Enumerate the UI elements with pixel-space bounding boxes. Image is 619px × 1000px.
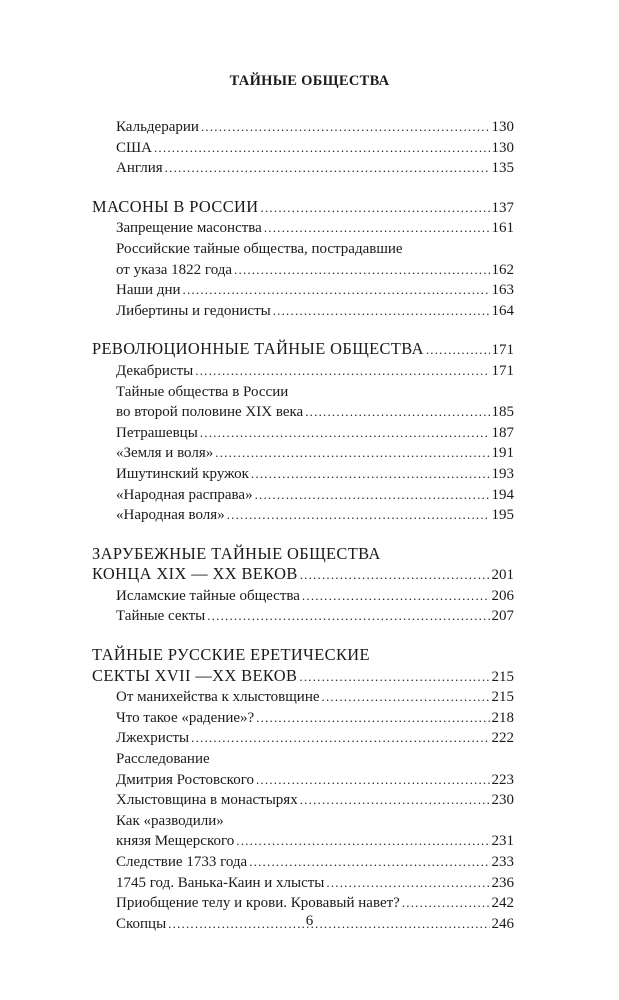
toc-entry-title: Наши дни	[116, 282, 181, 299]
dot-leader	[251, 464, 490, 485]
toc-entry-title: Декабристы	[116, 362, 194, 379]
toc-entry-page: 231	[491, 833, 514, 850]
toc-entry-page: 164	[491, 302, 514, 319]
toc-entry-page: 162	[491, 261, 514, 278]
toc-entry-title: 1745 год. Ванька-Каин и хлысты	[116, 874, 325, 891]
toc-entry[interactable]	[92, 687, 514, 708]
toc-entry-title: Англия	[116, 160, 163, 177]
dot-leader	[299, 667, 489, 688]
toc-entry[interactable]	[92, 158, 514, 179]
toc-section-masons	[92, 197, 514, 322]
toc-entry-page: 185	[491, 404, 514, 421]
dot-leader	[264, 218, 490, 239]
dot-leader	[249, 852, 489, 873]
toc-entry[interactable]	[92, 117, 514, 138]
toc-entry-title: Приобщение телу и крови. Кровавый навет?	[116, 895, 400, 912]
toc-entry-page: 242	[491, 895, 514, 912]
toc-entry-title: Исламские тайные общества	[116, 587, 300, 604]
toc-entry-page: 233	[491, 854, 514, 870]
toc-heading-page: 137	[491, 199, 514, 216]
toc-entry-title-line: Расследование	[116, 751, 210, 768]
toc-entry[interactable]	[92, 586, 514, 607]
toc-entry-title: Тайные секты	[116, 608, 206, 625]
toc-entry[interactable]	[92, 423, 514, 444]
toc-entry-page: 163	[491, 282, 514, 299]
toc-entry[interactable]	[92, 138, 514, 159]
dot-leader	[302, 586, 490, 607]
running-header: ТАЙНЫЕ ОБЩЕСТВА	[229, 73, 390, 89]
dot-leader	[201, 117, 490, 138]
toc-entry-title: «Народная воля»	[116, 507, 225, 524]
toc-entry-title: «Народная расправа»	[116, 486, 253, 503]
toc-entry[interactable]	[92, 873, 514, 894]
toc-entry-title: князя Мещерского	[116, 833, 235, 850]
toc-heading-title: КОНЦА XIX — XX ВЕКОВ	[92, 564, 298, 584]
toc-entry-page: 193	[491, 465, 514, 482]
toc-entry[interactable]	[92, 361, 514, 382]
toc-entry-title: США	[116, 139, 152, 156]
dot-leader	[227, 505, 490, 526]
toc-entry-title: во второй половине XIX века	[116, 404, 304, 421]
toc-entry-page: 230	[491, 792, 514, 809]
toc-entry[interactable]	[92, 728, 514, 749]
toc-entry-page: 207	[491, 608, 514, 625]
dot-leader	[326, 873, 489, 894]
toc-entry-title: «Земля и воля»	[116, 445, 214, 462]
toc-entry-page: 194	[491, 486, 514, 503]
toc-heading-page: 215	[491, 668, 514, 685]
toc-entry-page: 191	[491, 445, 514, 462]
toc-entry[interactable]	[92, 790, 514, 811]
toc-entry-page: 206	[491, 587, 514, 604]
dot-leader	[256, 770, 490, 791]
toc-section-revolutionary	[92, 339, 514, 525]
toc-entry[interactable]	[92, 893, 514, 914]
dot-leader	[236, 831, 489, 852]
toc-section-heading[interactable]	[92, 197, 514, 219]
toc-entry-page: 236	[491, 874, 514, 891]
toc-heading-title: РЕВОЛЮЦИОННЫЕ ТАЙНЫЕ ОБЩЕСТВА	[92, 339, 424, 359]
toc-entry-title: от указа 1822 года	[116, 261, 233, 278]
toc-entry-title: Что такое «радение»?	[116, 709, 255, 726]
toc-entry[interactable]	[92, 280, 514, 301]
dot-leader	[255, 485, 490, 506]
toc-entry-title: Скопцы	[116, 915, 167, 932]
toc-entry-page: 161	[491, 220, 514, 237]
toc-entry[interactable]	[92, 260, 514, 281]
dot-leader	[200, 423, 490, 444]
toc-entry-title: Петрашевцы	[116, 424, 198, 441]
toc-entry-page: 218	[491, 709, 514, 726]
dot-leader	[207, 606, 489, 627]
dot-leader	[215, 443, 489, 464]
toc-heading-title-line: ЗАРУБЕЖНЫЕ ТАЙНЫЕ ОБЩЕСТВА	[92, 543, 381, 563]
toc-entry[interactable]	[92, 831, 514, 852]
dot-leader	[154, 138, 490, 159]
table-of-contents	[92, 117, 514, 952]
toc-entry-page: 195	[491, 507, 514, 524]
toc-section-heading[interactable]	[92, 339, 514, 361]
dot-leader	[195, 361, 489, 382]
dot-leader	[300, 790, 490, 811]
dot-leader	[165, 158, 490, 179]
toc-entry-title: Либертины и гедонисты	[116, 302, 271, 319]
toc-entry-title: Ишутинский кружок	[116, 465, 249, 482]
toc-entry-title: Лжехристы	[116, 730, 190, 747]
toc-entry-page: 135	[491, 160, 514, 177]
dot-leader	[234, 260, 489, 281]
toc-section-heretical-sects	[92, 645, 514, 934]
toc-entry-title: Запрещение масонства	[116, 220, 262, 237]
toc-entry-title-line: Как «разводили»	[116, 812, 224, 829]
toc-heading-title: СЕКТЫ XVII —XX ВЕКОВ	[92, 665, 298, 685]
toc-entry[interactable]	[92, 443, 514, 464]
dot-leader	[402, 893, 490, 914]
dot-leader	[191, 728, 489, 749]
toc-heading-title-line: ТАЙНЫЕ РУССКИЕ ЕРЕТИЧЕСКИЕ	[92, 645, 370, 665]
dot-leader	[273, 301, 490, 322]
toc-entry-title: Следствие 1733 года	[116, 854, 248, 870]
toc-entry-title: Кальдерарии	[116, 119, 199, 135]
toc-entry[interactable]	[92, 301, 514, 322]
toc-section-continued	[92, 117, 514, 179]
dot-leader	[183, 280, 490, 301]
toc-entry-title: Дмитрия Ростовского	[116, 771, 254, 788]
toc-heading-page: 171	[491, 342, 514, 359]
toc-entry-page: 187	[491, 424, 514, 441]
toc-entry[interactable]	[92, 708, 514, 729]
toc-entry[interactable]	[92, 852, 514, 873]
dot-leader	[305, 402, 489, 423]
toc-entry[interactable]	[92, 402, 514, 423]
toc-entry-page: 222	[491, 730, 514, 747]
toc-entry[interactable]	[92, 218, 514, 239]
toc-section-heading[interactable]	[92, 666, 514, 688]
toc-entry[interactable]	[92, 770, 514, 791]
toc-entry-title: Хлыстовщина в монастырях	[116, 792, 298, 809]
dot-leader	[261, 198, 490, 219]
toc-entry-page: 246	[491, 915, 514, 932]
toc-heading-title: МАСОНЫ В РОССИИ	[92, 196, 259, 216]
toc-section-heading[interactable]	[92, 564, 514, 586]
dot-leader	[322, 687, 490, 708]
page-number: 6	[305, 913, 314, 929]
dot-leader	[426, 340, 490, 361]
dot-leader	[300, 565, 490, 586]
toc-entry-page: 215	[491, 689, 514, 706]
toc-section-foreign	[92, 544, 514, 627]
toc-entry[interactable]	[92, 464, 514, 485]
toc-entry-title: От манихейства к хлыстовщине	[116, 689, 320, 706]
toc-entry[interactable]	[92, 485, 514, 506]
toc-entry-page: 223	[491, 771, 514, 788]
toc-entry-page: 130	[491, 119, 514, 135]
toc-entry[interactable]	[92, 505, 514, 526]
toc-entry-page: 171	[491, 362, 514, 379]
toc-entry-title-line: Тайные общества в России	[116, 383, 289, 400]
toc-entry-page: 130	[491, 139, 514, 156]
toc-entry-title-line: Российские тайные общества, пострадавшие	[116, 240, 403, 257]
dot-leader	[256, 708, 489, 729]
toc-entry[interactable]	[92, 606, 514, 627]
toc-heading-page: 201	[491, 567, 514, 584]
